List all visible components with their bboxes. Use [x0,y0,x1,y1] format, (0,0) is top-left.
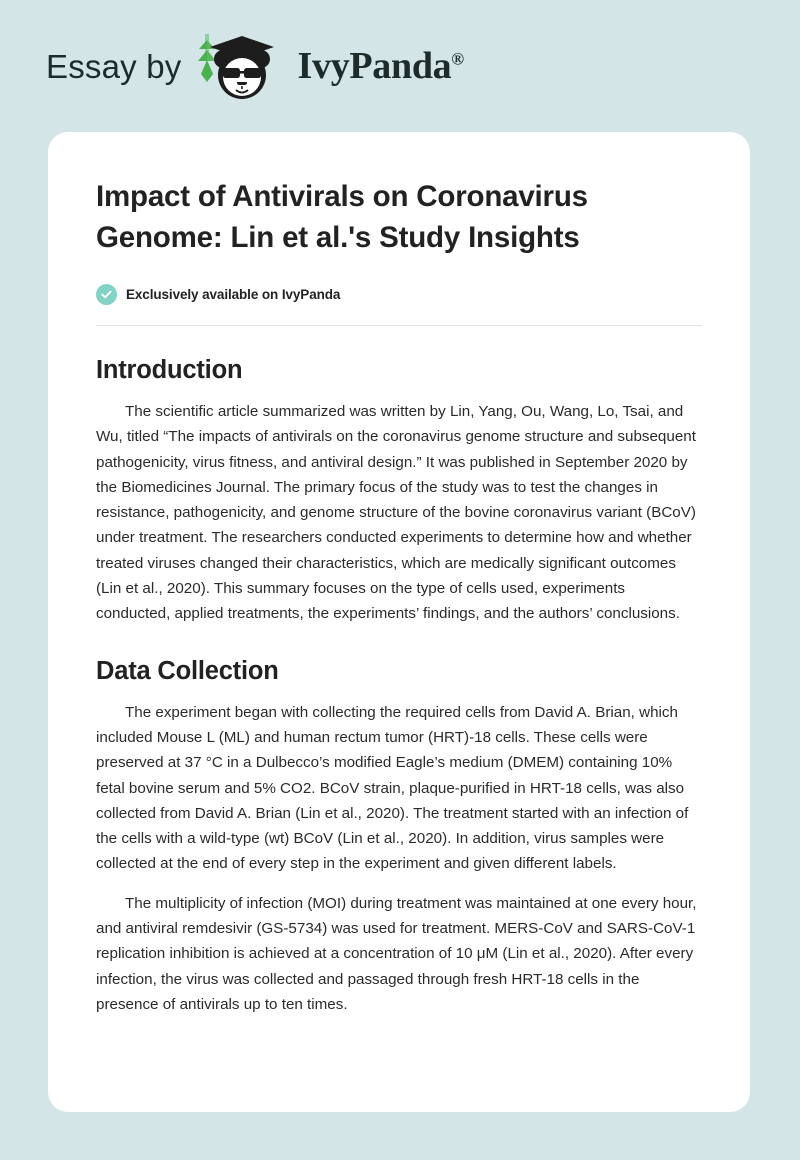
essay-card [48,132,750,1112]
brand-name-label [298,47,464,85]
status-badge-label: Exclusively available on IvyPanda [126,287,341,302]
status-badge [96,284,702,305]
paragraph: The experiment began with collecting the required cells from David A. Brian, which included Mouse L (ML) and human rectum tumor (HRT)-18 cells. These cells were preserved at 37 °C in a Dulbecco’s modified Eagle’s medium (DMEM) containing 10% fetal bovine serum and 5% CO2. BCoV strain, plaque-purified in HRT-18 cells, was also collected from David A. Brian (Lin et al., 2020). The treatment started with an infection of the cells with a wild-type (wt) BCoV (Lin et al., 2020). In addition, virus samples were collected at the end of every step in the experiment and given different labels. [96,703,689,873]
paragraph: The multiplicity of infection (MOI) during treatment was maintained at one every hour, and antiviral remdesivir (GS-5734) was used for treatment. MERS-CoV and SARS-CoV-1 replication inhibition is achieved at a concentration of 10 μM (Lin et al., 2020). After every infection, the virus was collected and passaged through fresh HRT-18 cells in the presence of antivirals up to ten times. [96,894,697,1013]
section-heading-data-collection: Data Collection [96,656,279,685]
panda-graduate-logo-icon [192,30,288,102]
essay-by-label: Essay by [46,47,182,85]
header-divider [96,325,702,326]
check-circle-icon [96,284,117,305]
brand-lockup[interactable] [46,30,464,102]
brand-header [0,0,800,132]
registered-trademark-icon: ® [451,49,464,69]
page-title: Impact of Antivirals on Coronavirus Genome: Lin et al.'s Study Insights [96,180,588,254]
brand-name-text: IvyPanda [297,45,452,87]
paragraph: The scientific article summarized was written by Lin, Yang, Ou, Wang, Lo, Tsai, and Wu, titled “The impacts of antivirals on the coronavirus genome structure and subsequent pathogenicity, virus fitness, and antiviral design.” It was published in September 2020 by the Biomedicines Journal. The primary focus of the study was to test the changes in resistance, pathogenicity, and genome structure of the bovine coronavirus variant (BCoV) under treatment. The researchers conducted experiments to determine how and whether treated viruses changed their characteristics, which are medically significant outcomes (Lin et al., 2020). This summary focuses on the type of cells used, experiments conducted, applied treatments, the experiments’ findings, and the authors’ conclusions. [96,403,696,623]
section-heading-introduction: Introduction [96,356,243,384]
